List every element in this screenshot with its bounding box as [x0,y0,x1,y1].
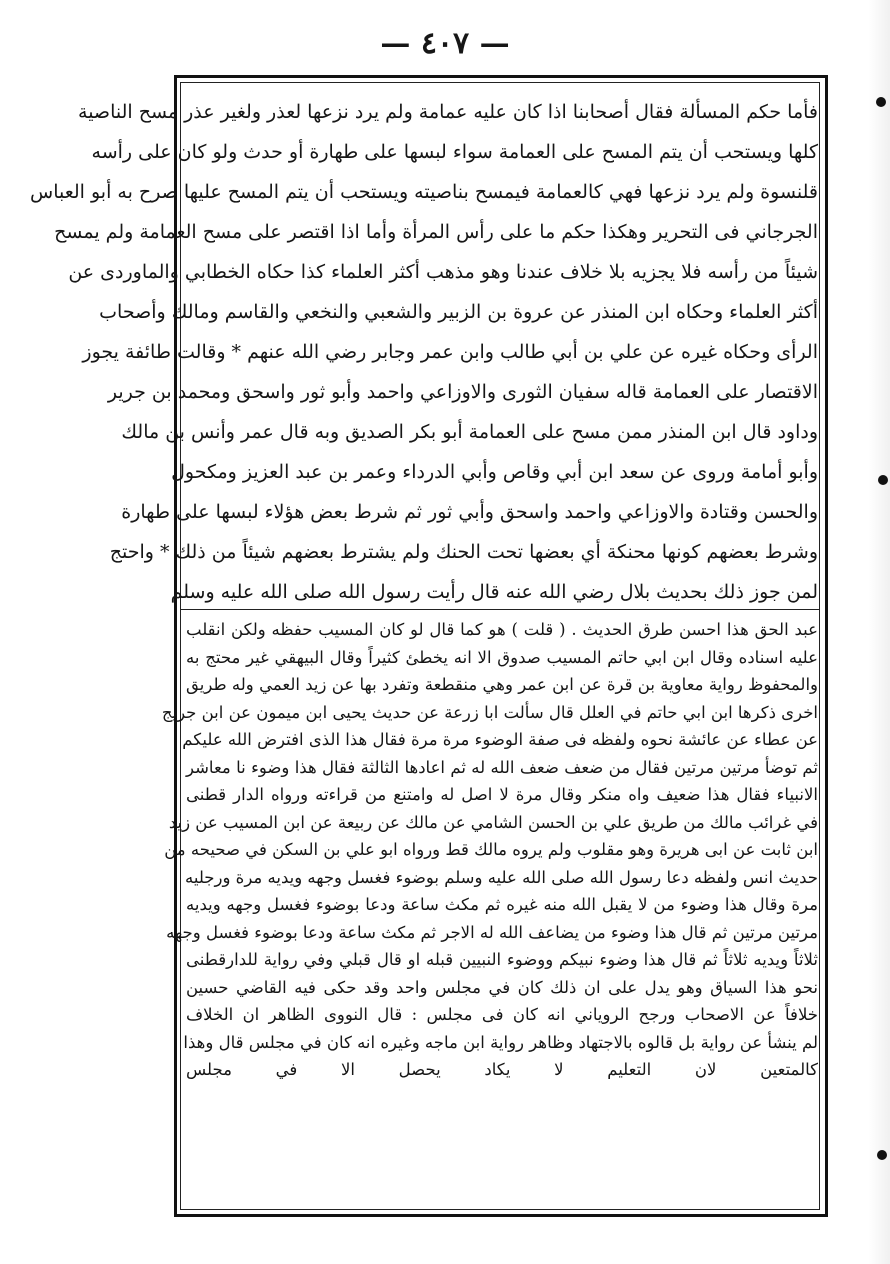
footnote-line: ابن ثابت عن ابى هريرة وهو مقلوب ولم يروه مالك قط ورواه ابو علي بن السكن في صحيحه من [164,840,818,859]
main-line: أكثر العلماء وحكاه ابن المنذر عن عروة بن الزبير والشعبي والنخعي والقاسم ومالك وأصحاب [99,301,818,323]
main-line: وشرط بعضهم كونها محنكة أي بعضها تحت الحنك ولم يشترط بعضهم شيئاً من ذلك * واحتج [109,541,818,563]
footnote-text [161,616,818,1198]
footnote-line: ثلاثاً ويديه ثلاثاً ثم قال هذا وضوء نبيكم ووضوء النبيين قبله او قال قبلي وفي رواية للدارقطنى [186,950,818,969]
scan-edge-shadow [868,0,890,1264]
scan-speck [876,97,886,107]
footnote-line: ثم توضأ مرتين مرتين فقال من ضعف ضعف الله له ثم اعادها الثالثة فقال هذا وضوء نا معاشر [186,757,818,777]
footnote-line: مرتين مرتين ثم قال هذا وضوء من يضاعف الله له الاجر ثم مكث ساعة ودعا بوضوء فغسل وجهه [166,922,818,942]
footnote-line: اخرى ذكرها ابن ابي حاتم في العلل قال سألت ابا زرعة عن حديث يحيى ابن ميمون عن ابن جريج [161,702,818,722]
footnote-line: كالمتعين لان التعليم لا يكاد يحصل الا في مجلس [186,1060,818,1079]
footnote-line: نحو هذا السياق وهو يدل على ان ذلك كان في مجلس واحد وقد حكى فيه القاضي حسين [186,977,818,997]
main-line: الرأى وحكاه غيره عن علي بن أبي طالب وابن عمر وجابر رضي الله عنهم * وقالت طائفة يجوز [82,341,818,363]
footnote-divider [180,609,820,610]
footnote-line: عليه اسناده وقال ابن ابي حاتم المسيب صدوق الا انه يخطئ كثيراً وقال البيهقي غير محتج به [186,647,818,667]
scan-speck [877,1150,887,1160]
main-line: قلنسوة ولم يرد نزعها فهي كالعمامة فيمسح بناصيته ويستحب أن يتم المسح عليها صرح به أبو العباس [30,181,818,203]
main-line: والحسن وقتادة والاوزاعي واحمد واسحق وأبي ثور ثم شرط بعض هؤلاء لبسها على طهارة [121,501,818,523]
main-line: وأبو أمامة وروى عن سعد ابن أبي وقاص وأبي الدرداء وعمر بن عبد العزيز ومكحول [171,461,818,483]
footnote-line: عبد الحق هذا احسن طرق الحديث . ( قلت ) هو كما قال لو كان المسيب حفظه ولكن انقلب [186,620,818,639]
footnote-line: عن عطاء عن عائشة نحوه ولفظه فى صفة الوضوء مرة مرة فقال هذا الذى افترض الله عليكم [182,730,818,749]
main-line: وداود قال ابن المنذر ممن مسح على العمامة أبو بكر الصديق وبه قال عمر وأنس بن مالك [121,421,818,443]
main-line: الاقتصار على العمامة قاله سفيان الثورى والاوزاعي واحمد وأبو ثور واسحق ومحمد بن جرير [107,381,818,403]
page-number: — ٤٠٧ — [380,26,510,61]
main-text [30,92,818,607]
main-line: شيئاً من رأسه فلا يجزيه بلا خلاف عندنا وهو مذهب أكثر العلماء كذا حكاه الخطابي والماوردى عن [68,261,818,283]
footnote-line: لم ينشأ عن رواية بل قالوه بالاجتهاد وظاهر رواية ابن ماجه وغيره انه كان في مجلس قال وهذا [183,1032,818,1052]
footnote-line: حديث انس ولفظه دعا رسول الله صلى الله عليه وسلم بوضوء فغسل وجهه ويديه مرة ورجليه [185,867,818,887]
footnote-line: الانبياء فقال هذا ضعيف واه منكر وقال مرة لا اصل له وامتنع من قراءته ورواه الدار قطنى [186,785,818,804]
footnote-line: خلافاً عن الاصحاب ورجح الروياني انه كان فى مجلس : قال النووى الظاهر ان الخلاف [186,1005,818,1024]
footnote-line: مرة وقال هذا وضوء من لا يقبل الله منه غيره ثم مكث ساعة ودعا بوضوء فغسل وجهه ويديه [186,895,818,914]
main-line: الجرجاني فى التحرير وهكذا حكم ما على رأس المرأة وأما اذا اقتصر على مسح العمامة ولم يمسح [54,221,818,243]
main-line: كلها ويستحب أن يتم المسح على العمامة سواء لبسها على طهارة أو حدث ولو كان على رأسه [91,141,818,163]
footnote-line: في غرائب مالك من طريق علي بن الحسن الشامي عن مالك عن ربيعة عن ابن المسيب عن زيد [168,812,818,832]
footnote-line: والمحفوظ رواية معاوية بن قرة عن ابن عمر وهي منقطعة وتفرد بها عن زيد العمي وله طريق [186,675,818,694]
scan-speck [878,475,888,485]
main-line: فأما حكم المسألة فقال أصحابنا اذا كان عليه عمامة ولم يرد نزعها لعذر ولغير عذر مسح الناصية [78,101,818,123]
main-line: لمن جوز ذلك بحديث بلال رضي الله عنه قال رأيت رسول الله صلى الله عليه وسلم [170,581,818,603]
